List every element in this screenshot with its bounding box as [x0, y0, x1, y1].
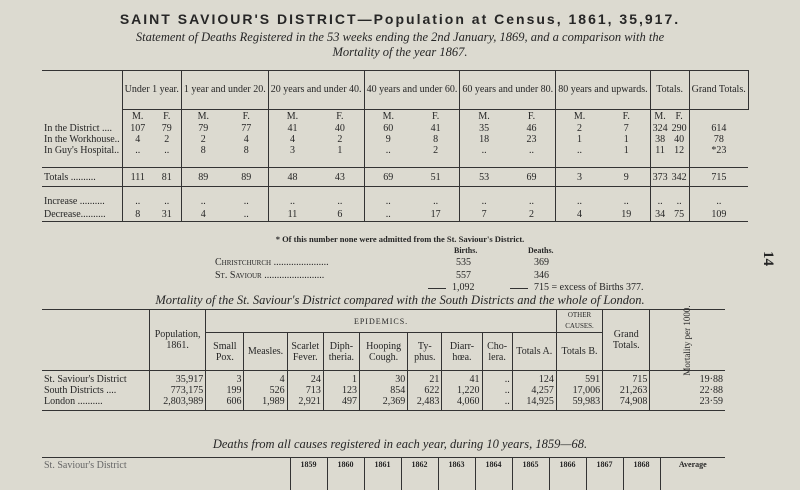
epidemic-col-header: Cho-lera.: [482, 333, 512, 371]
mortality-cell: 2,921: [287, 396, 323, 411]
totals-row-cell: 89: [181, 168, 224, 187]
deaths-total: 715 = excess of Births 377.: [534, 282, 644, 293]
ten-year-table: [42, 457, 725, 490]
sex-header-male: M.: [460, 109, 508, 123]
deaths-row-cell: 1: [556, 134, 603, 145]
increase-row-cell: ..: [603, 187, 650, 208]
footnote: * Of this number none were admitted from the St. Saviour's District.: [0, 234, 800, 244]
christchurch-births: 535: [456, 257, 471, 268]
mortality-cell: 713: [287, 385, 323, 396]
totals-row-label: Totals ..........: [42, 168, 122, 187]
mortality-row: [42, 371, 725, 386]
st-saviour-births: 557: [456, 270, 471, 281]
deaths-row-cell: 11: [650, 145, 670, 156]
deaths-row-cell: 8: [412, 134, 460, 145]
totals-row-cell: 373: [650, 168, 670, 187]
year-header: 1867: [586, 458, 623, 490]
page-number: 14: [759, 251, 776, 266]
epidemics-header: EPIDEMICS.: [206, 310, 557, 333]
mortality-cell: ..: [482, 371, 512, 386]
average-header: Average: [660, 458, 725, 490]
deaths-row-cell: 4: [225, 134, 268, 145]
mortality-cell: 14,925: [512, 396, 556, 411]
sex-header-male: M.: [556, 109, 603, 123]
increase-row-cell: ..: [153, 187, 182, 208]
deaths-rule: [510, 288, 528, 289]
deaths-row-cell: ..: [508, 145, 556, 156]
deaths-row-label: In the District ....: [42, 123, 122, 134]
totals-row-cell: 9: [603, 168, 650, 187]
mortality-header-text: Mortality per 1000.: [682, 305, 693, 376]
deaths-row-cell: 79: [153, 123, 182, 134]
mortality-row: [42, 385, 725, 396]
decrease-row-grand: 109: [689, 207, 748, 222]
mortality-row-label: St. Saviour's District: [42, 371, 150, 386]
epidemic-col-header: Totals A.: [512, 333, 556, 371]
deaths-row-cell: 3: [268, 145, 316, 156]
deaths-row-cell: ..: [153, 145, 182, 156]
year-header: 1859: [290, 458, 327, 490]
decrease-row-cell: ..: [225, 207, 268, 222]
decrease-row: [42, 207, 748, 222]
mortality-cell: 21: [408, 371, 442, 386]
sex-header-male: M.: [268, 109, 316, 123]
totals-row-cell: 89: [225, 168, 268, 187]
mortality-cell: 30: [359, 371, 407, 386]
births-rule: [428, 288, 446, 289]
year-header: 1865: [512, 458, 549, 490]
header-grand-totals: Grand Totals.: [689, 71, 748, 110]
deaths-row-cell: 23: [508, 134, 556, 145]
mortality-heading: Mortality of the St. Saviour's District compared with the South Districts and the whole of London.: [0, 293, 800, 308]
decrease-row-cell: 34: [650, 207, 670, 222]
births-heading: Births.: [454, 246, 477, 255]
age-group-header-row: [42, 71, 748, 110]
deaths-heading: Deaths.: [528, 246, 554, 255]
deaths-row-cell: 4: [122, 134, 153, 145]
mortality-cell: 1,220: [442, 385, 482, 396]
grand-totals-header: Grand Totals.: [603, 310, 650, 371]
deaths-row-cell: 1: [316, 145, 364, 156]
increase-row: [42, 187, 748, 208]
deaths-row-cell: 2: [556, 123, 603, 134]
increase-row-cell: ..: [650, 187, 670, 208]
increase-row-cell: ..: [122, 187, 153, 208]
mortality-rate: 22·88: [650, 385, 725, 396]
mortality-rate: 23·59: [650, 396, 725, 411]
epidemic-col-header: Scarlet Fever.: [287, 333, 323, 371]
decrease-row-cell: 7: [460, 207, 508, 222]
deaths-row-cell: ..: [122, 145, 153, 156]
deaths-row: [42, 145, 748, 156]
deaths-row-cell: 2: [153, 134, 182, 145]
totals-b-header: Totals B.: [556, 333, 602, 371]
totals-row-cell: 342: [670, 168, 690, 187]
decrease-row-cell: 31: [153, 207, 182, 222]
sex-header-female: F.: [225, 109, 268, 123]
decrease-row-cell: 4: [181, 207, 224, 222]
deaths-row-cell: 1: [603, 134, 650, 145]
mortality-row-label: London ..........: [42, 396, 150, 411]
mortality-cell: 124: [512, 371, 556, 386]
mortality-cell: 199: [206, 385, 244, 396]
mortality-cell: 526: [244, 385, 287, 396]
mortality-cell: 2,369: [359, 396, 407, 411]
epidemic-col-header: Hooping Cough.: [359, 333, 407, 371]
header-20-40: 20 years and under 40.: [268, 71, 364, 110]
header-80-up: 80 years and upwards.: [556, 71, 650, 110]
deaths-row-grand: 614: [689, 123, 748, 134]
increase-row-cell: ..: [460, 187, 508, 208]
deaths-row-cell: 2: [412, 145, 460, 156]
deaths-row-cell: 4: [268, 134, 316, 145]
deaths-row-label: In Guy's Hospital..: [42, 145, 122, 156]
totals-row-grand: 715: [689, 168, 748, 187]
mortality-cell: 854: [359, 385, 407, 396]
deaths-row: [42, 134, 748, 145]
epidemic-col-header: Measles.: [244, 333, 287, 371]
decrease-row-cell: 11: [268, 207, 316, 222]
epidemic-col-header: Diph-theria.: [323, 333, 359, 371]
totals-row-cell: 48: [268, 168, 316, 187]
deaths-row-cell: ..: [364, 145, 412, 156]
decrease-row-cell: 2: [508, 207, 556, 222]
st-saviour-deaths: 346: [534, 270, 549, 281]
totals-row-cell: 69: [508, 168, 556, 187]
year-header: 1862: [401, 458, 438, 490]
decrease-row-cell: 4: [556, 207, 603, 222]
mortality-cell: 24: [287, 371, 323, 386]
increase-row-cell: ..: [556, 187, 603, 208]
deaths-row-grand: *23: [689, 145, 748, 156]
mortality-row-label: South Districts ....: [42, 385, 150, 396]
sex-header-row: [42, 109, 748, 123]
totals-row-cell: 53: [460, 168, 508, 187]
decrease-row-cell: 6: [316, 207, 364, 222]
page-title: SAINT SAVIOUR'S DISTRICT—Population at Census, 1861, 35,917.: [0, 11, 800, 27]
deaths-row-label: In the Workhouse..: [42, 134, 122, 145]
decrease-row-label: Decrease..........: [42, 207, 122, 222]
deaths-row: [42, 123, 748, 134]
mortality-population: 2,803,989: [150, 396, 206, 411]
deaths-row-cell: 79: [181, 123, 224, 134]
decrease-row-cell: 19: [603, 207, 650, 222]
increase-row-label: Increase ..........: [42, 187, 122, 208]
totals-row-cell: 81: [153, 168, 182, 187]
sex-header-female: F.: [153, 109, 182, 123]
deaths-row-cell: 18: [460, 134, 508, 145]
deaths-row-cell: 35: [460, 123, 508, 134]
epidemic-col-header: Ty-phus.: [408, 333, 442, 371]
mortality-header: [650, 310, 725, 371]
mortality-cell: 1,989: [244, 396, 287, 411]
mortality-rate: 19·88: [650, 371, 725, 386]
mortality-cell: ..: [482, 396, 512, 411]
deaths-row-grand: 78: [689, 134, 748, 145]
decrease-row-cell: 8: [122, 207, 153, 222]
increase-row-cell: ..: [670, 187, 690, 208]
increase-row-cell: ..: [181, 187, 224, 208]
deaths-row-cell: ..: [460, 145, 508, 156]
mortality-population: 773,175: [150, 385, 206, 396]
mortality-cell: 3: [206, 371, 244, 386]
deaths-row-cell: 1: [603, 145, 650, 156]
increase-row-grand: ..: [689, 187, 748, 208]
deaths-row-cell: 46: [508, 123, 556, 134]
deaths-row-cell: 40: [316, 123, 364, 134]
year-header: 1864: [475, 458, 512, 490]
other-causes-header: OTHER CAUSES.: [556, 310, 602, 333]
deaths-by-age-table: [42, 70, 749, 222]
mortality-totals-b: 591: [556, 371, 602, 386]
deaths-row-cell: 38: [650, 134, 670, 145]
mortality-row: [42, 396, 725, 411]
deaths-row-cell: ..: [556, 145, 603, 156]
epidemic-col-header: Small Pox.: [206, 333, 244, 371]
epidemic-col-header: Diarr-hœa.: [442, 333, 482, 371]
year-header: 1861: [364, 458, 401, 490]
increase-row-cell: ..: [225, 187, 268, 208]
deaths-row-cell: 2: [316, 134, 364, 145]
mortality-totals-b: 17,006: [556, 385, 602, 396]
births-total: 1,092: [452, 282, 475, 293]
deaths-row-cell: 8: [225, 145, 268, 156]
sex-header-female: F.: [603, 109, 650, 123]
header-1-20: 1 year and under 20.: [181, 71, 268, 110]
increase-row-cell: ..: [508, 187, 556, 208]
deaths-row-cell: 7: [603, 123, 650, 134]
sex-header-male: M.: [181, 109, 224, 123]
deaths-row-cell: 41: [268, 123, 316, 134]
mortality-cell: 2,483: [408, 396, 442, 411]
statement-subtitle: Statement of Deaths Registered in the 53 weeks ending the 2nd January, 1869, and a comparison with the: [0, 30, 800, 45]
mortality-cell: 1: [323, 371, 359, 386]
increase-row-cell: ..: [412, 187, 460, 208]
mortality-cell: 41: [442, 371, 482, 386]
population-header: Population, 1861.: [150, 310, 206, 371]
totals-row: [42, 168, 748, 187]
statement-subtitle-2: Mortality of the year 1867.: [0, 45, 800, 60]
totals-row-cell: 69: [364, 168, 412, 187]
mortality-cell: 4,060: [442, 396, 482, 411]
mortality-cell: 622: [408, 385, 442, 396]
ten-year-row-label: St. Saviour's District: [42, 458, 290, 490]
sex-header-female: F.: [670, 109, 690, 123]
year-header: 1860: [327, 458, 364, 490]
mortality-cell: 4,257: [512, 385, 556, 396]
mortality-totals-b: 59,983: [556, 396, 602, 411]
mortality-comparison-table: [42, 309, 725, 411]
deaths-row-cell: 77: [225, 123, 268, 134]
sex-header-female: F.: [508, 109, 556, 123]
decrease-row-cell: 75: [670, 207, 690, 222]
st-saviour-label: St. Saviour ........................: [215, 270, 324, 281]
year-header: 1866: [549, 458, 586, 490]
deaths-row-cell: 290: [670, 123, 690, 134]
mortality-cell: 606: [206, 396, 244, 411]
deaths-row-cell: 40: [670, 134, 690, 145]
increase-row-cell: ..: [268, 187, 316, 208]
year-header: 1863: [438, 458, 475, 490]
year-header: 1868: [623, 458, 660, 490]
deaths-row-cell: 2: [181, 134, 224, 145]
totals-row-cell: 43: [316, 168, 364, 187]
increase-row-cell: ..: [364, 187, 412, 208]
sex-header-female: F.: [316, 109, 364, 123]
sex-header-male: M.: [364, 109, 412, 123]
decrease-row-cell: 17: [412, 207, 460, 222]
header-under-1: Under 1 year.: [122, 71, 181, 110]
ten-year-heading: Deaths from all causes registered in each year, during 10 years, 1859—68.: [0, 437, 800, 452]
deaths-row-cell: 12: [670, 145, 690, 156]
sex-header-male: M.: [650, 109, 670, 123]
mortality-cell: 497: [323, 396, 359, 411]
christchurch-label: Christchurch ......................: [215, 257, 329, 268]
mortality-cell: 4: [244, 371, 287, 386]
sex-header-female: F.: [412, 109, 460, 123]
deaths-row-cell: 60: [364, 123, 412, 134]
deaths-row-cell: 107: [122, 123, 153, 134]
mortality-grand: 21,263: [603, 385, 650, 396]
deaths-row-cell: 41: [412, 123, 460, 134]
christchurch-deaths: 369: [534, 257, 549, 268]
header-40-60: 40 years and under 60.: [364, 71, 460, 110]
increase-row-cell: ..: [316, 187, 364, 208]
deaths-spacer-row: [42, 156, 748, 168]
mortality-population: 35,917: [150, 371, 206, 386]
deaths-row-cell: 324: [650, 123, 670, 134]
header-totals: Totals.: [650, 71, 689, 110]
decrease-row-cell: ..: [364, 207, 412, 222]
mortality-grand: 74,908: [603, 396, 650, 411]
deaths-row-cell: 8: [181, 145, 224, 156]
totals-row-cell: 3: [556, 168, 603, 187]
totals-row-cell: 51: [412, 168, 460, 187]
mortality-grand: 715: [603, 371, 650, 386]
totals-row-cell: 111: [122, 168, 153, 187]
deaths-row-cell: 9: [364, 134, 412, 145]
mortality-cell: ..: [482, 385, 512, 396]
mortality-cell: 123: [323, 385, 359, 396]
grand-sex-blank: [689, 109, 748, 123]
header-60-80: 60 years and under 80.: [460, 71, 556, 110]
sex-header-male: M.: [122, 109, 153, 123]
